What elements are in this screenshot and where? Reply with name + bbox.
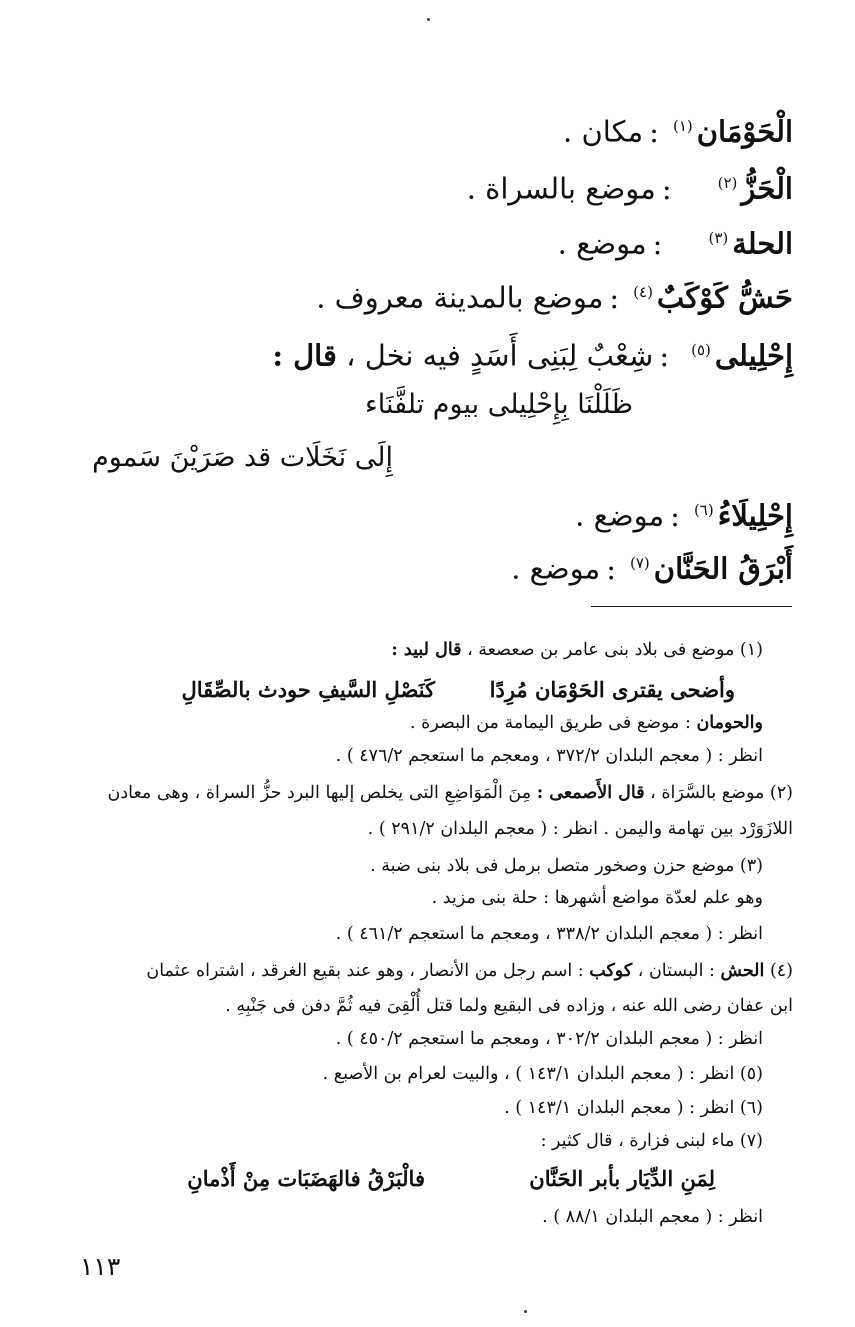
entry-footnote-ref: (٢): [717, 174, 738, 192]
entry-abraq-alhannan: أَبْرَقُ الحَنَّان$^{(٧)}$:موضع .: [511, 551, 793, 586]
entry-footnote-ref: (٣): [708, 229, 729, 247]
scan-speck: [427, 18, 430, 21]
footnote-text: (٢) موضع بالسَّرَاة ،: [650, 783, 793, 803]
entry-headword: إِحْلِيلى: [714, 338, 793, 373]
entry-headword: حَشُّ كَوْكَبٌ: [656, 280, 793, 315]
entry-qala: قال :: [272, 338, 337, 373]
entry-hash-kawkab: حَشُّ كَوْكَبٌ$^{(٤)}$:موضع بالمدينة معروف .: [316, 280, 793, 315]
footnote-text: (١) موضع فى بلاد بنى عامر بن صعصعة ،: [467, 640, 763, 660]
entry-definition: مكان .: [563, 114, 644, 149]
scan-speck: [524, 1310, 527, 1313]
entry-footnote-ref: (٧): [629, 554, 650, 572]
verse-line-2: إِلَى نَخَلَات قد صَرَيْنَ سَموم: [92, 442, 393, 473]
footnote-4-line-1: [70, 957, 793, 985]
entry-alhilla: الحلة$^{(٣)}$:موضع .: [557, 226, 793, 261]
footnote-text: مِنَ الْمَوَاضِعِ التى يخلص إليها البرد حزُّ السراة ، وهى معادن: [107, 783, 532, 803]
entry-footnote-ref: (٥): [691, 341, 711, 359]
footnote-1-line-3: انظر : ( معجم البلدان ٣٧٢/٢ ، ومعجم ما استعجم ٤٧٦/٢ ) .: [335, 746, 763, 766]
footnote-7-line-2: انظر : ( معجم البلدان ٨٨/١ ) .: [542, 1207, 763, 1227]
entry-ihlila: إِحْلِيلَاءُ$^{(٦)}$:موضع .: [575, 498, 793, 533]
entry-headword: الْحَوْمَان: [696, 114, 793, 149]
footnote-6-line-1: (٦) انظر : ( معجم البلدان ١٤٣/١ ) .: [504, 1098, 763, 1118]
footnote-1-line-2: [70, 709, 763, 737]
entry-definition: موضع بالسراة .: [466, 171, 656, 206]
footnote-4-line-2: ابن عفان رضى الله عنه ، وزاده فى البقيع ولما قتل أُلْقِىَ فيه ثُمَّ دفن فى جَنْبِهِ .: [225, 996, 793, 1016]
entry-definition: موضع .: [575, 498, 665, 533]
entry-footnote-ref: (١): [672, 117, 693, 135]
verse-line-1: ظَلَلْنَا بِإِحْلِيلى بيوم تلفَّنَاء: [365, 389, 633, 420]
footnote-3-line-3: انظر : ( معجم البلدان ٣٣٨/٢ ، ومعجم ما استعجم ٤٦١/٢ ) .: [335, 924, 763, 944]
footnote-3-line-1: (٣) موضع حزن وصخور متصل برمل فى بلاد بنى ضبة .: [370, 856, 763, 876]
entry-definition: موضع .: [511, 551, 601, 586]
footnote-2-line-2: اللازَوَرْد بين تهامة واليمن . انظر : ( معجم البلدان ٢٩١/٢ ) .: [367, 819, 793, 839]
footnote-bold: الحش: [720, 961, 765, 981]
footnote-bold: والحومان: [696, 713, 763, 733]
entry-headword: الحلة: [732, 226, 793, 261]
entry-headword: أَبْرَقُ الحَنَّان: [653, 551, 793, 586]
entry-alhawman: الْحَوْمَان$^{(١)}$:مكان .: [563, 114, 793, 149]
footnote-1-line-1: [70, 636, 763, 664]
entry-alhazz: الْحَزُّ$^{(٢)}$:موضع بالسراة .: [466, 171, 793, 206]
footnote-2-line-1: [70, 779, 793, 807]
entry-headword: إِحْلِيلَاءُ: [717, 498, 793, 533]
footnote-number: (٤): [769, 961, 793, 981]
footnote-7-verse-b: فالْبَرْقُ فالهَضَبَات مِنْ أَذْمانِ: [187, 1166, 425, 1191]
entry-ihlili: إِحْلِيلى$^{(٥)}$:شِعْبٌ لِبَنِى أَسَدٍ فيه نخل ، قال :: [272, 338, 793, 373]
footnote-bold: قال الأَصمعى :: [536, 783, 645, 803]
footnote-1-verse-b: كَنَصْلِ السَّيفِ حودث بالصِّقَالِ: [181, 677, 435, 702]
footnote-bold: كوكب: [589, 961, 633, 981]
entry-headword: الْحَزُّ: [741, 171, 793, 206]
page-number: ١١٣: [80, 1252, 121, 1281]
footnote-4-line-3: انظر : ( معجم البلدان ٣٠٢/٢ ، ومعجم ما استعجم ٤٥٠/٢ ) .: [335, 1029, 763, 1049]
entry-footnote-ref: (٤): [633, 283, 653, 301]
entry-definition: موضع بالمدينة معروف .: [316, 280, 604, 315]
footnote-5-line-1: (٥) انظر : ( معجم البلدان ١٤٣/١ ) ، والبيت لعرام بن الأصبع .: [322, 1064, 763, 1084]
footnote-1-verse-a: وأضحى يقترى الحَوْمَان مُرِدًا: [489, 677, 735, 702]
footnote-7-verse-a: لِمَنِ الدِّيَار بأبر الحَنَّان: [529, 1166, 715, 1191]
footnote-bold: قال لبيد :: [391, 640, 462, 660]
footnote-text: : البستان ،: [637, 961, 715, 981]
entry-definition: موضع .: [557, 226, 647, 261]
entry-footnote-ref: (٦): [693, 501, 714, 519]
footnote-7-line-1: (٧) ماء لبنى فزارة ، قال كثير :: [540, 1131, 763, 1151]
entry-definition: شِعْبٌ لِبَنِى أَسَدٍ فيه نخل ،: [346, 338, 654, 373]
footnote-3-line-2: وهو علم لعدّة مواضع أشهرها : حلة بنى مزيد .: [431, 888, 763, 908]
footnote-separator: [591, 606, 792, 607]
footnote-text: : موضع فى طريق اليمامة من البصرة .: [410, 713, 691, 733]
footnote-text: : اسم رجل من الأنصار ، وهو عند بقيع الغرقد ، اشتراه عثمان: [146, 961, 584, 981]
